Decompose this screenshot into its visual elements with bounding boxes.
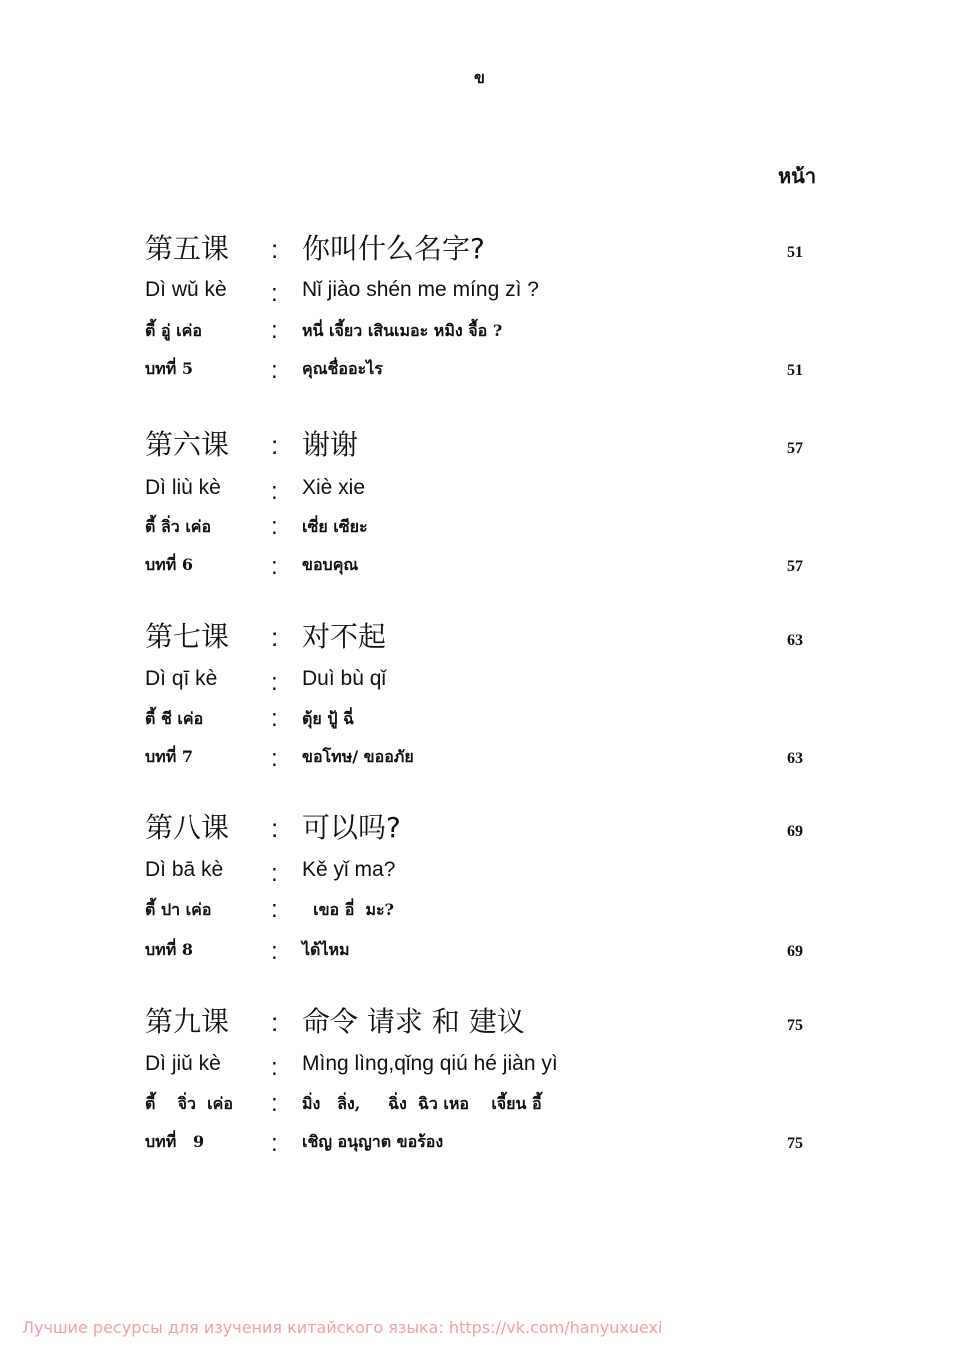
lesson-number-thai: บทที่ 5: [145, 359, 193, 378]
lesson-title-pinyin: Duì bù qǐ: [302, 667, 387, 690]
footer-watermark-link[interactable]: Лучшие ресурсы для изучения китайского языка: https://vk.com/hanyuxuexi: [22, 1318, 663, 1337]
toc-entry-lesson-5: [145, 232, 825, 392]
page-number: 57: [787, 440, 803, 457]
lesson-title-thai-phonetic: ตุ้ย ปู้ ฉี่: [302, 709, 354, 728]
lesson-number-thai-phonetic: ตี้ ลิ่ว เค่อ: [145, 517, 212, 536]
lesson-number-pinyin: Dì liù kè: [145, 476, 221, 499]
lesson-number-pinyin: Dì bā kè: [145, 858, 224, 881]
page-mark: ข: [474, 70, 485, 87]
thai-title-row: [145, 552, 825, 580]
pinyin-row: [145, 474, 825, 506]
lesson-number-thai-phonetic: ตี้ จิ่ว เค่อ: [145, 1094, 233, 1113]
lesson-title-pinyin: Nǐ jiào shén me míng zì ?: [302, 278, 539, 301]
thai-phonetic-row: [145, 514, 825, 542]
lesson-title-thai-phonetic: หนี่ เจี้ยว เสินเมอะ หมิง จื้อ ?: [302, 321, 503, 340]
separator: :: [271, 745, 278, 772]
separator: :: [271, 938, 278, 965]
thai-phonetic-row: [145, 1091, 825, 1119]
thai-title-row: [145, 356, 825, 384]
lesson-number-thai-phonetic: ตี้ ชี เค่อ: [145, 709, 204, 728]
lesson-number-thai: บทที่ 9: [145, 1132, 205, 1151]
toc-entry-lesson-8: [145, 811, 825, 971]
lesson-number-chinese: 第八课: [145, 811, 230, 844]
pinyin-row: [145, 276, 825, 308]
separator: :: [271, 896, 278, 923]
lesson-title-pinyin: Mìng lìng,qǐng qiú hé jiàn yì: [302, 1052, 558, 1075]
separator: :: [271, 860, 278, 887]
thai-title-row: [145, 1129, 825, 1157]
separator: :: [271, 430, 279, 460]
toc-entry-lesson-9: [145, 1005, 825, 1165]
lesson-title-chinese: 你叫什么名字?: [302, 232, 485, 265]
toc-entry-lesson-7: [145, 620, 825, 780]
separator: :: [271, 705, 278, 732]
lesson-number-pinyin: Dì jiǔ kè: [145, 1052, 221, 1075]
chinese-title-row: [145, 428, 825, 468]
separator: :: [271, 280, 278, 307]
pinyin-row: [145, 1050, 825, 1082]
lesson-title-thai: ขอบคุณ: [302, 555, 359, 574]
lesson-title-chinese: 可以吗?: [302, 811, 401, 844]
page-number: 75: [787, 1135, 803, 1152]
page-number: 69: [787, 943, 803, 960]
lesson-title-thai: ขอโทษ/ ขออภัย: [302, 747, 414, 766]
lesson-title-thai-phonetic: เขอ อี่ มะ?: [302, 900, 394, 919]
thai-phonetic-row: [145, 897, 825, 925]
separator: :: [271, 513, 278, 540]
page-number: 63: [787, 750, 803, 767]
lesson-title-chinese: 谢谢: [302, 428, 359, 461]
separator: :: [271, 317, 278, 344]
separator: :: [271, 553, 278, 580]
lesson-number-chinese: 第九课: [145, 1005, 230, 1038]
separator: :: [271, 357, 278, 384]
lesson-title-chinese: 对不起: [302, 620, 387, 653]
lesson-title-thai: เชิญ อนุญาต ขอร้อง: [302, 1132, 444, 1151]
lesson-title-thai-phonetic: มิ่ง ลิ่ง, ฉิ่ง ฉิว เหอ เจี้ยน อี้: [302, 1094, 542, 1113]
lesson-number-thai-phonetic: ตี้ อู่ เค่อ: [145, 321, 202, 340]
separator: :: [271, 1090, 278, 1117]
lesson-title-thai: ได้ไหม: [302, 940, 350, 959]
page-number: 57: [787, 558, 803, 575]
lesson-number-chinese: 第五课: [145, 232, 230, 265]
toc-entry-lesson-6: [145, 428, 825, 588]
lesson-number-pinyin: Dì wǔ kè: [145, 278, 227, 301]
chinese-title-row: [145, 620, 825, 660]
separator: :: [271, 1130, 278, 1157]
pinyin-row: [145, 665, 825, 697]
lesson-number-pinyin: Dì qī kè: [145, 667, 218, 690]
separator: :: [271, 622, 279, 652]
lesson-number-chinese: 第六课: [145, 428, 230, 461]
lesson-title-chinese: 命令 请求 和 建议: [302, 1005, 525, 1038]
separator: :: [271, 813, 279, 843]
separator: :: [271, 1054, 278, 1081]
separator: :: [271, 1007, 279, 1037]
page-number: 51: [787, 244, 803, 261]
thai-title-row: [145, 744, 825, 772]
lesson-number-thai: บทที่ 6: [145, 555, 193, 574]
lesson-number-thai: บทที่ 7: [145, 747, 193, 766]
lesson-number-thai-phonetic: ตี้ ปา เค่อ: [145, 900, 212, 919]
page-number: 75: [787, 1017, 803, 1034]
page-number: 63: [787, 632, 803, 649]
separator: :: [271, 478, 278, 505]
separator: :: [271, 234, 279, 264]
page-number: 51: [787, 362, 803, 379]
page-number: 69: [787, 823, 803, 840]
pinyin-row: [145, 856, 825, 888]
thai-title-row: [145, 937, 825, 965]
lesson-number-chinese: 第七课: [145, 620, 230, 653]
separator: :: [271, 669, 278, 696]
lesson-title-pinyin: Xiè xie: [302, 476, 366, 499]
lesson-title-thai: คุณชื่ออะไร: [302, 359, 383, 378]
lesson-title-pinyin: Kě yǐ ma?: [302, 858, 396, 881]
lesson-title-thai-phonetic: เซี่ย เซียะ: [302, 517, 368, 536]
thai-phonetic-row: [145, 706, 825, 734]
thai-phonetic-row: [145, 318, 825, 346]
chinese-title-row: [145, 232, 825, 272]
chinese-title-row: [145, 1005, 825, 1045]
page-column-header: หน้า: [778, 166, 817, 188]
lesson-number-thai: บทที่ 8: [145, 940, 193, 959]
chinese-title-row: [145, 811, 825, 851]
